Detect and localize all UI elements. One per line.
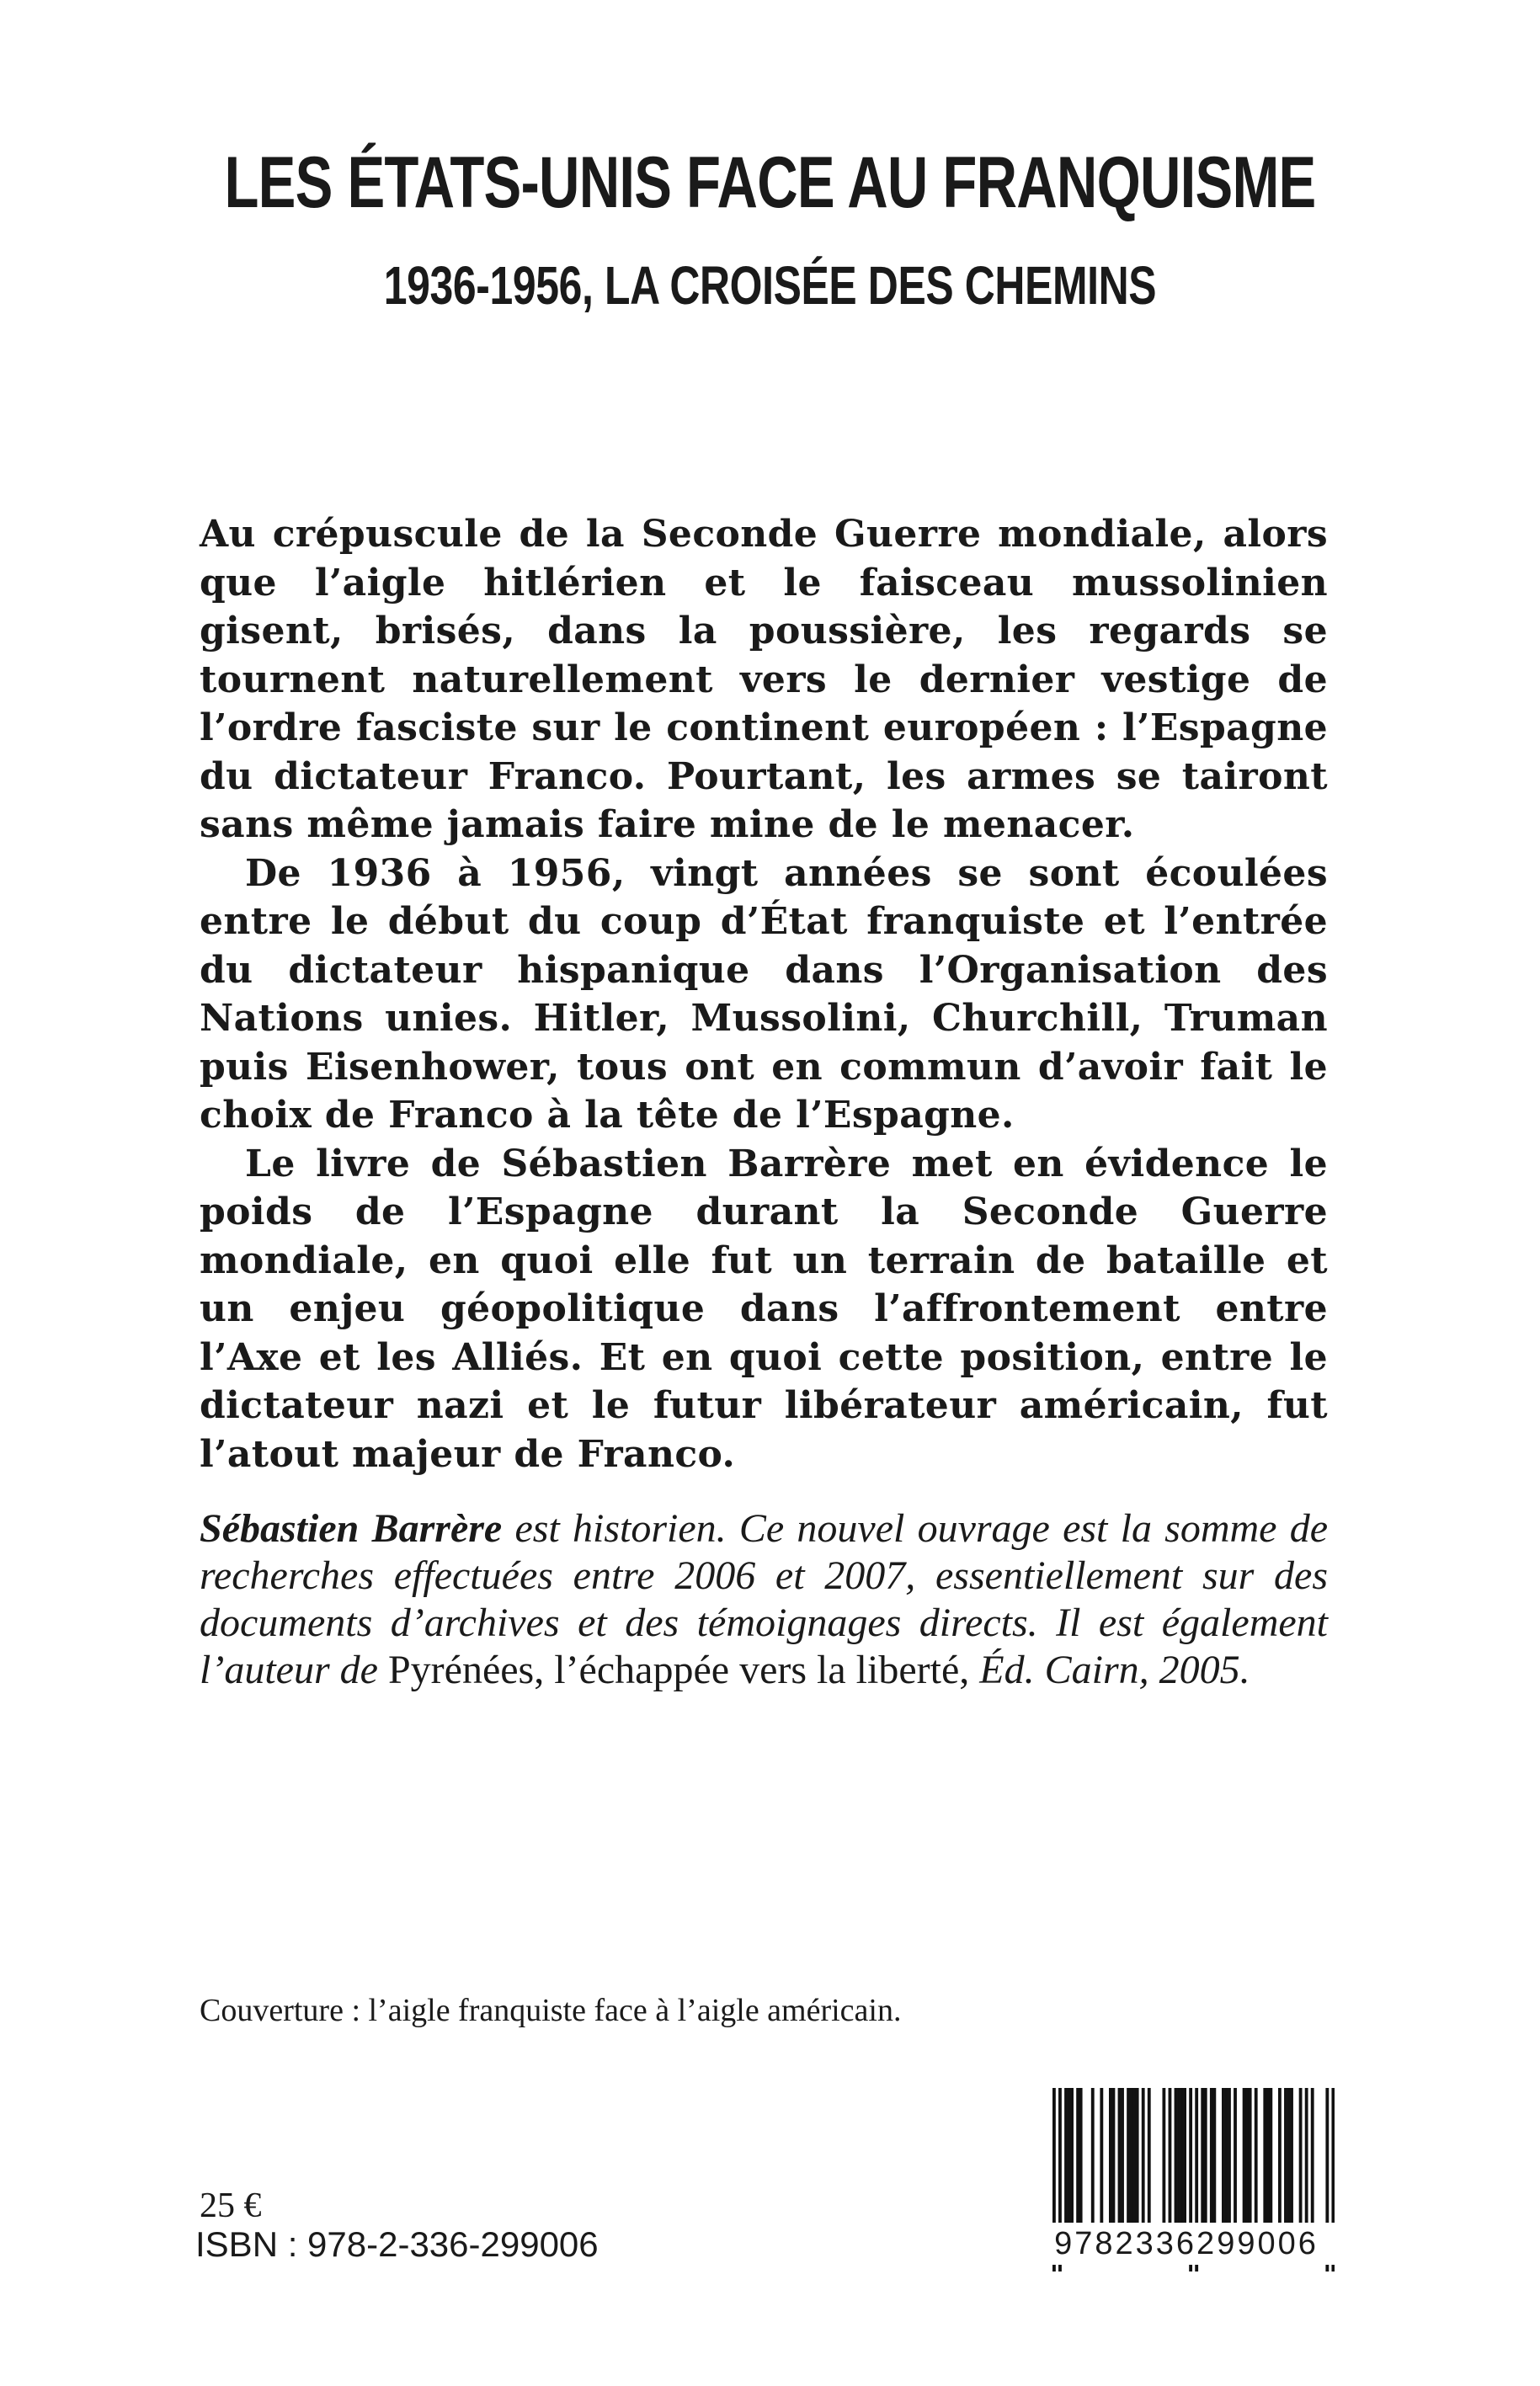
price: 25 €: [200, 2186, 262, 2225]
barcode-bar: [1091, 2088, 1095, 2229]
barcode-bar: [1245, 2088, 1249, 2229]
author-bio: [200, 1505, 1328, 1694]
author-name: Sébastien Barrère: [200, 1506, 503, 1551]
barcode-bar: [1225, 2088, 1228, 2229]
barcode-bar: [1132, 2088, 1136, 2229]
barcode-bar: [1180, 2088, 1184, 2229]
barcode-bar: [1100, 2088, 1103, 2229]
previous-book-title: Pyrénées, l’échappée vers la liberté,: [387, 1648, 970, 1692]
barcode-bar: [1136, 2088, 1139, 2229]
blurb-paragraph-1: Au crépuscule de la Seconde Guerre mondiale, alors que l’aigle hitlérien et le faisceau mussolinien gisent, brisés, dans la poussière, les regards se tournent naturellement vers le dernier vestige de l’ordre fasciste sur le continent européen : l’Espagne du dictateur Franco. Pourtant, les armes se tairont sans même jamais faire mine de le menacer.: [200, 513, 1328, 846]
barcode-bar: [1210, 2088, 1213, 2229]
barcode-bar: [1263, 2088, 1266, 2229]
barcode-bar: [1175, 2088, 1178, 2229]
barcode-bar: [1127, 2088, 1130, 2229]
barcode-bar: [1130, 2088, 1133, 2229]
barcode-bar: [1162, 2088, 1165, 2229]
barcode-bar: [1112, 2088, 1116, 2229]
barcode-bar: [1243, 2088, 1246, 2229]
barcode-bar: [1064, 2088, 1068, 2229]
barcode-bar: [1177, 2088, 1180, 2229]
barcode-bar: [1299, 2088, 1303, 2229]
barcode-bar: [1278, 2088, 1282, 2229]
blurb-paragraph-2: De 1936 à 1956, vingt années se sont écoulées entre le début du coup d’État franquiste et l’entrée du dictateur hispanique dans l’Organisation des Nations unies. Hitler, Mussolini, Churchill, Truman puis Eisenhower, tous ont en commun d’avoir fait le choix de Franco à la tête de l’Espagne.: [200, 851, 1328, 1137]
barcode-bar: [1305, 2088, 1308, 2229]
bio-text-1: est historien. Ce nouvel ouvrage est la somme de recherches effectuées entre 2006 et 2007, essentiellement sur des documents d’archives et des témoignages directs. Il est également l’auteur de: [200, 1506, 1328, 1692]
barcode-bar: [1079, 2088, 1083, 2229]
barcode-bar: [1204, 2088, 1207, 2229]
isbn: ISBN : 978-2-336-299006: [195, 2224, 599, 2264]
barcode-bar: [1284, 2088, 1287, 2229]
cover-credit: Couverture : l’aigle franquiste face à l’aigle américain.: [200, 1993, 902, 2028]
barcode-bar: [1266, 2088, 1270, 2229]
barcode-bar: [1212, 2088, 1216, 2229]
book-title: LES ÉTATS-UNIS FACE AU FRANQUISME: [224, 142, 1316, 223]
barcode-bar: [1228, 2088, 1231, 2229]
barcode-bar: [1169, 2088, 1172, 2229]
barcode-digits: 9782336299006: [1034, 2223, 1339, 2265]
barcode-bar: [1255, 2088, 1258, 2229]
barcode-bar: [1070, 2088, 1074, 2229]
bio-text-2: Éd. Cairn, 2005.: [969, 1648, 1250, 1692]
barcode-bar: [1076, 2088, 1079, 2229]
blurb-paragraph-3: Le livre de Sébastien Barrère met en évidence le poids de l’Espagne durant la Seconde Guerre mondiale, en quoi elle fut un terrain de bataille et un enjeu géopolitique dans l’affrontement entre l’Axe et les Alliés. Et en quoi cette position, entre le dictateur nazi et le futur libérateur américain, fut l’atout majeur de Franco.: [200, 1142, 1328, 1476]
barcode-bar: [1311, 2088, 1314, 2229]
barcode-bar: [1269, 2088, 1272, 2229]
barcode-bar: [1222, 2088, 1225, 2229]
barcode-bar: [1234, 2088, 1237, 2229]
barcode-bar: [1142, 2088, 1145, 2229]
barcode-bar: [1148, 2088, 1151, 2229]
barcode-bar: [1118, 2088, 1122, 2229]
blurb: [200, 510, 1328, 1478]
book-subtitle: 1936-1956, LA CROISÉE DES CHEMINS: [383, 255, 1157, 316]
barcode-bar: [1109, 2088, 1112, 2229]
barcode-bar: [1183, 2088, 1186, 2229]
barcode-bar: [1068, 2088, 1071, 2229]
barcode-bar: [1290, 2088, 1293, 2229]
barcode-bar: [1287, 2088, 1291, 2229]
barcode-bar: [1249, 2088, 1252, 2229]
barcode-bar: [1121, 2088, 1124, 2229]
barcode-bar: [1201, 2088, 1204, 2229]
